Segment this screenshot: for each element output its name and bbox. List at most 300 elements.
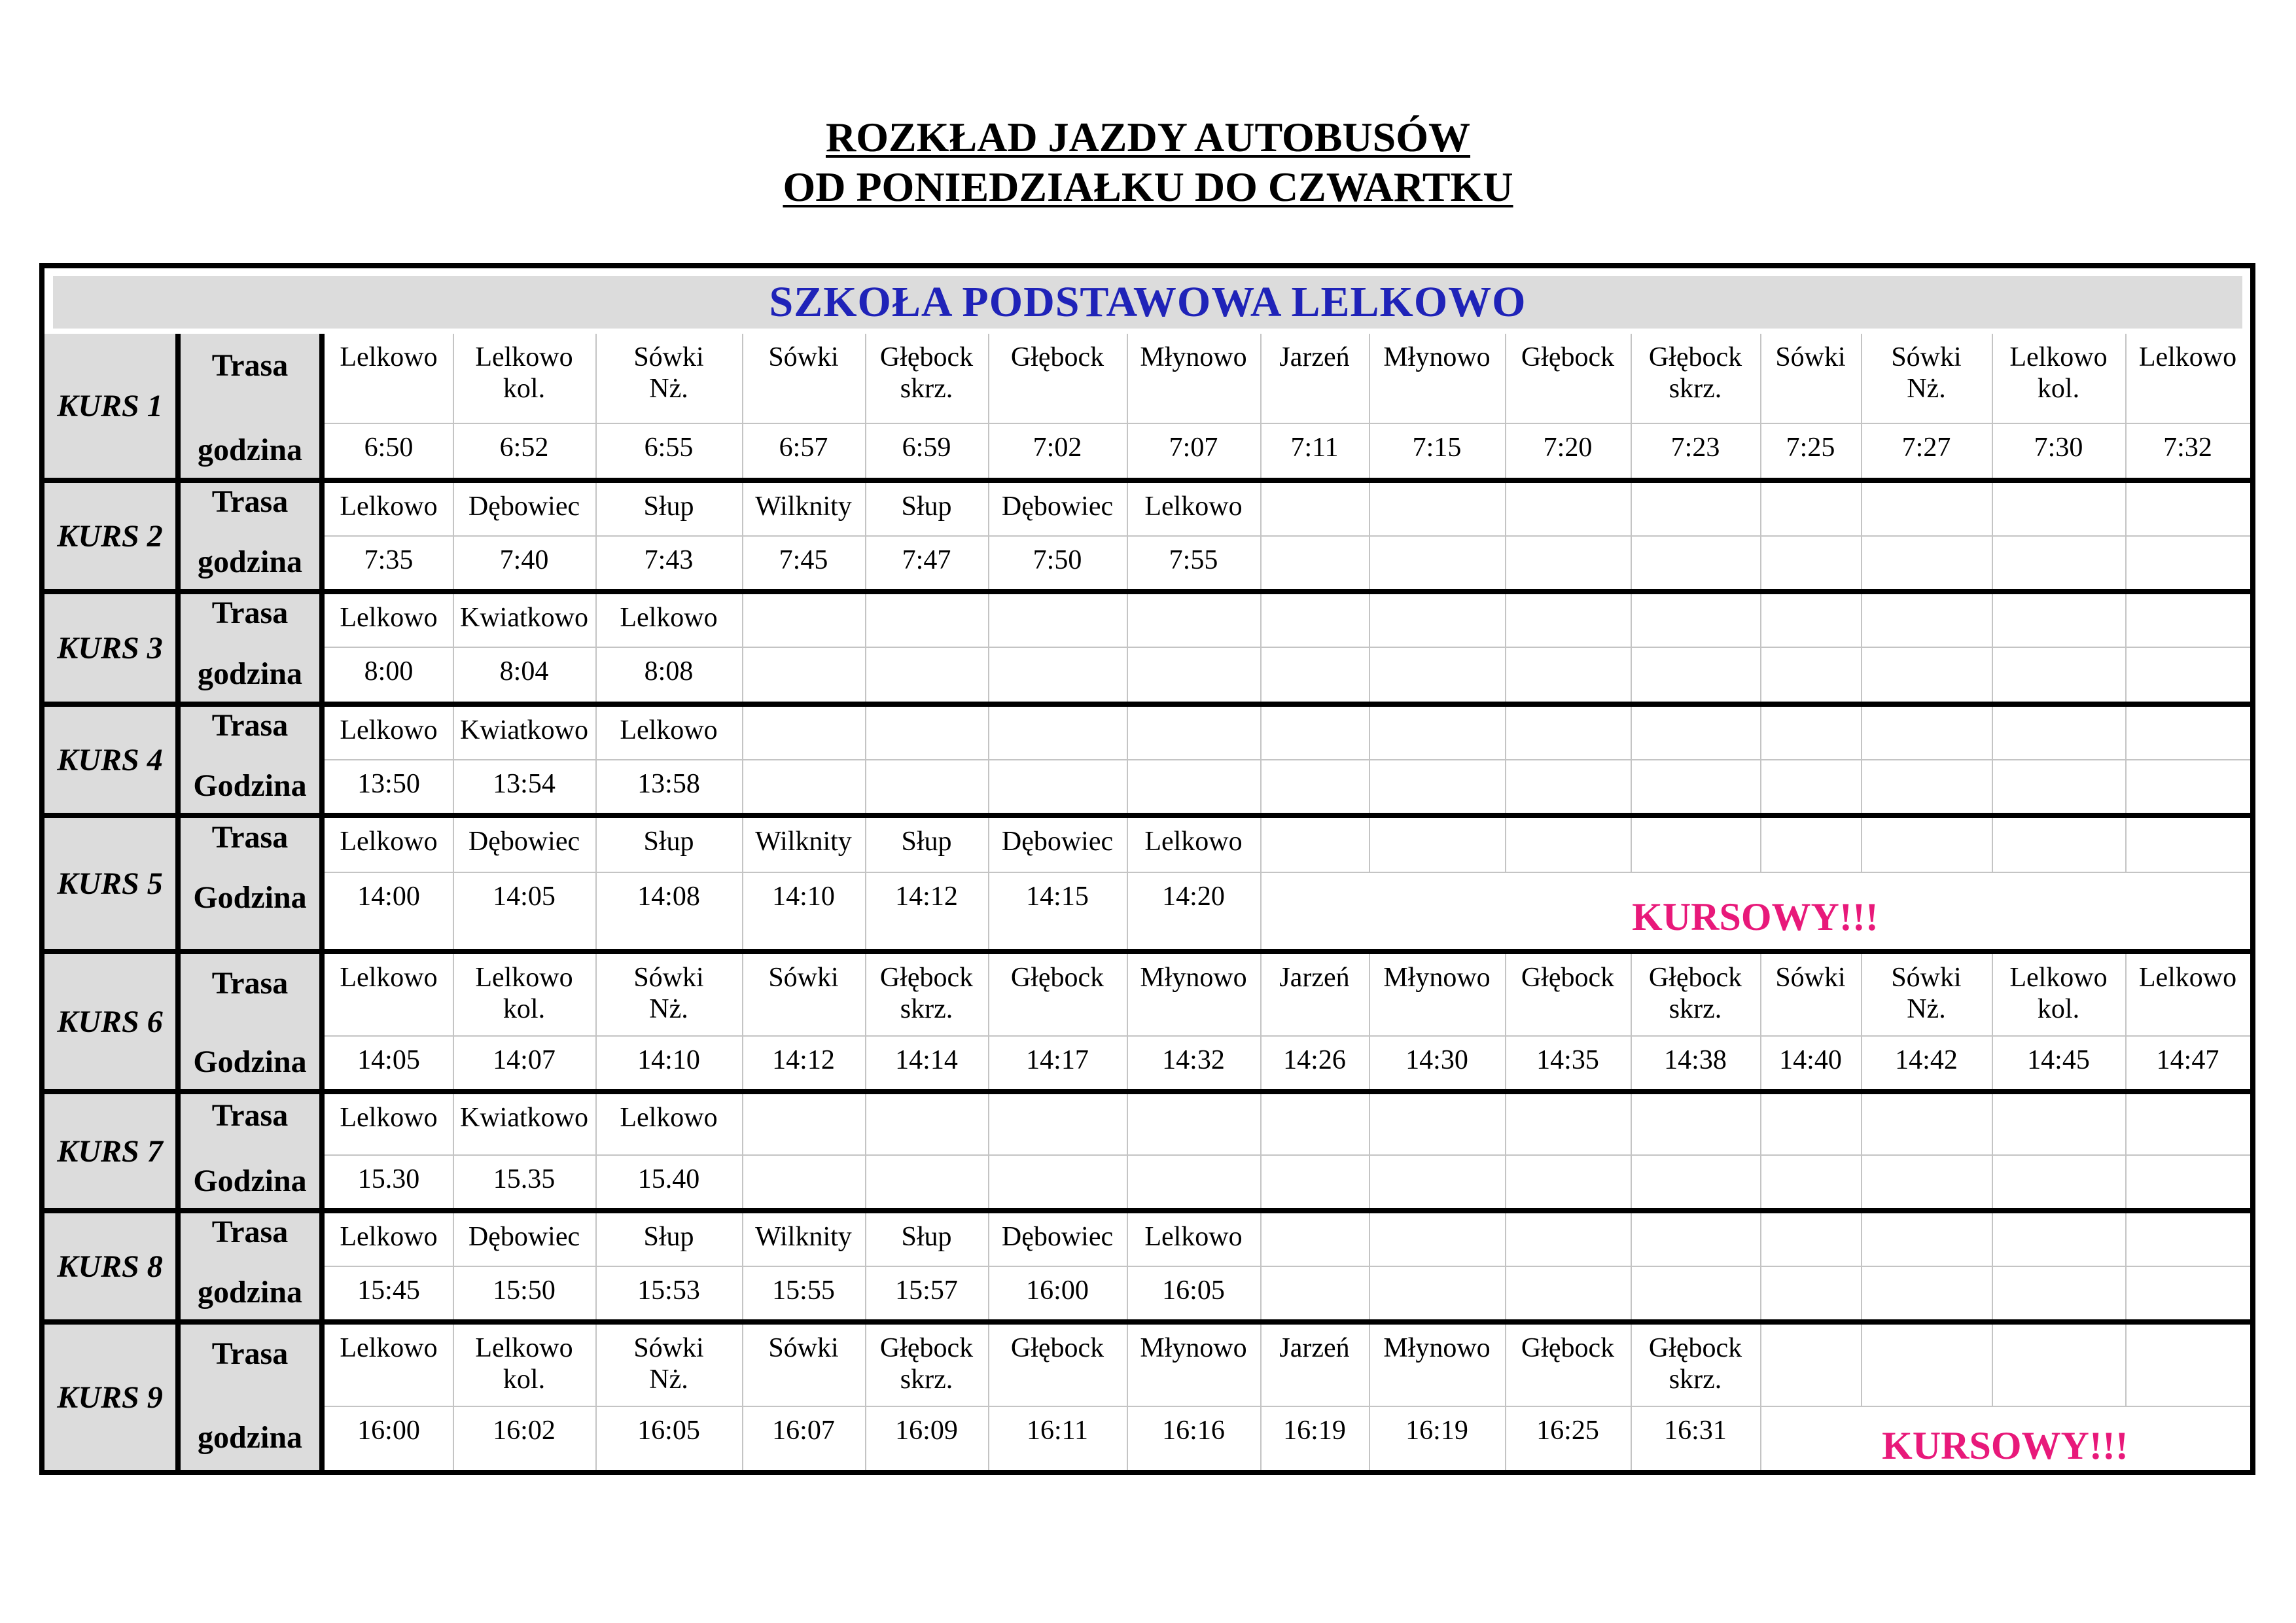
time-row-label: godzina [181, 1406, 319, 1470]
row-divider [325, 423, 2250, 424]
route-stop: Jarzeń [1279, 963, 1350, 993]
departure-time: 8:04 [499, 656, 549, 687]
route-stop: Głębock skrz. [1648, 1333, 1742, 1395]
cell-divider [988, 647, 989, 702]
route-stop: Kwiatkowo [460, 1103, 588, 1133]
cell-divider [1505, 594, 1506, 647]
cell-divider [1260, 1094, 1262, 1154]
departure-time: 14:45 [2027, 1045, 2090, 1075]
departure-time: 14:47 [2156, 1045, 2219, 1075]
cell-divider [988, 594, 989, 647]
departure-time: 14:35 [1536, 1045, 1599, 1075]
cell-divider [2125, 1094, 2127, 1154]
course-name: KURS 3 [44, 594, 175, 702]
cell-divider [1992, 483, 1993, 535]
course-divider [44, 1089, 2250, 1094]
cell-divider [988, 1094, 989, 1154]
cell-divider [742, 594, 743, 647]
departure-time: 16:00 [1026, 1275, 1089, 1306]
departure-time: 7:27 [1901, 433, 1951, 463]
cell-divider [1631, 1266, 1632, 1319]
cell-divider [1631, 818, 1632, 872]
departure-time: 7:47 [902, 545, 951, 575]
route-stop: Lelkowo kol. [475, 342, 573, 404]
cell-divider [1861, 647, 1862, 702]
cell-divider [1992, 1094, 1993, 1154]
route-stop: Lelkowo [2138, 963, 2237, 993]
route-stop: Młynowo [1383, 342, 1491, 372]
cell-divider [1505, 1213, 1506, 1266]
route-stop: Słup [901, 827, 952, 857]
departure-time: 15.35 [493, 1164, 556, 1194]
departure-time: 14:42 [1895, 1045, 1958, 1075]
title-line-2: OD PONIEDZIAŁKU DO CZWARTKU [783, 164, 1513, 210]
route-stop: Sówki Nż. [1891, 963, 1962, 1024]
departure-time: 15:50 [493, 1275, 556, 1306]
route-stop: Sówki Nż. [633, 342, 704, 404]
departure-time: 7:11 [1290, 433, 1339, 463]
route-stop: Lelkowo [340, 491, 438, 522]
departure-time: 7:30 [2034, 433, 2083, 463]
column-divider [175, 483, 181, 589]
departure-time: 15:53 [637, 1275, 700, 1306]
departure-time: 7:23 [1670, 433, 1720, 463]
departure-time: 7:15 [1412, 433, 1462, 463]
departure-time: 16:05 [637, 1416, 700, 1446]
cell-divider [2125, 1266, 2127, 1319]
cell-divider [1260, 707, 1262, 759]
route-stop: Lelkowo [620, 715, 718, 745]
cell-divider [1127, 647, 1128, 702]
cell-divider [1505, 707, 1506, 759]
row-divider [325, 759, 2250, 760]
time-row-label: Godzina [181, 759, 319, 813]
departure-time: 14:07 [493, 1045, 556, 1075]
cell-divider [2125, 1154, 2127, 1208]
column-divider [175, 707, 181, 813]
route-stop: Lelkowo [340, 603, 438, 633]
column-divider [175, 1325, 181, 1470]
cell-divider [1369, 707, 1370, 759]
route-stop: Lelkowo [620, 603, 718, 633]
departure-time: 14:15 [1026, 882, 1089, 912]
departure-time: 7:07 [1169, 433, 1218, 463]
departure-time: 16:16 [1162, 1416, 1225, 1446]
cell-divider [1992, 1213, 1993, 1266]
cell-divider [742, 759, 743, 813]
column-divider [319, 818, 325, 949]
departure-time: 14:26 [1283, 1045, 1346, 1075]
route-stop: Sówki [1775, 963, 1846, 993]
cell-divider [1505, 1094, 1506, 1154]
cell-divider [988, 1154, 989, 1208]
departure-time: 7:20 [1543, 433, 1593, 463]
route-stop: Słup [643, 491, 694, 522]
departure-time: 7:25 [1786, 433, 1835, 463]
route-stop: Lelkowo [340, 1222, 438, 1252]
departure-time: 16:11 [1026, 1416, 1089, 1446]
cell-divider [1369, 647, 1370, 702]
cell-divider [1760, 707, 1761, 759]
departure-time: 7:40 [499, 545, 549, 575]
cell-divider [1127, 1094, 1128, 1154]
route-stop: Młynowo [1140, 342, 1247, 372]
departure-time: 15:55 [772, 1275, 835, 1306]
cell-divider [1992, 535, 1993, 589]
cell-divider [1861, 594, 1862, 647]
cell-divider [1631, 647, 1632, 702]
column-divider [319, 707, 325, 813]
route-stop: Sówki [768, 342, 839, 372]
route-stop: Lelkowo [340, 342, 438, 372]
cell-divider [1631, 1154, 1632, 1208]
column-divider [175, 594, 181, 702]
route-stop: Dębowiec [468, 827, 580, 857]
departure-time: 6:57 [779, 433, 828, 463]
column-divider [319, 594, 325, 702]
time-row-label: godzina [181, 423, 319, 478]
route-stop: Słup [643, 827, 694, 857]
cell-divider [865, 707, 866, 759]
departure-time: 15.30 [357, 1164, 420, 1194]
course-name: KURS 2 [44, 483, 175, 589]
route-stop: Głębock [1010, 963, 1104, 993]
departure-time: 15:45 [357, 1275, 420, 1306]
time-row-label: Godzina [181, 872, 319, 949]
column-divider [319, 954, 325, 1089]
cell-divider [1631, 1213, 1632, 1266]
cell-divider [1861, 1154, 1862, 1208]
departure-time: 14:00 [357, 882, 420, 912]
departure-time: 16:05 [1162, 1275, 1225, 1306]
cell-divider [1505, 647, 1506, 702]
departure-time: 7:45 [779, 545, 828, 575]
cell-divider [1760, 1325, 1761, 1406]
route-stop: Lelkowo [340, 963, 438, 993]
column-divider [175, 334, 181, 478]
cell-divider [2125, 647, 2127, 702]
departure-time: 16:07 [772, 1416, 835, 1446]
route-stop: Głębock [1521, 1333, 1615, 1363]
route-stop: Słup [901, 1222, 952, 1252]
route-row-label: Trasa [181, 818, 319, 872]
route-row-label: Trasa [181, 594, 319, 647]
cell-divider [1631, 483, 1632, 535]
departure-time: 7:02 [1033, 433, 1082, 463]
cell-divider [2125, 818, 2127, 872]
cell-divider [1127, 594, 1128, 647]
cell-divider [988, 759, 989, 813]
departure-time: 7:35 [364, 545, 414, 575]
column-divider [319, 483, 325, 589]
cell-divider [1861, 483, 1862, 535]
cell-divider [1861, 1213, 1862, 1266]
course-divider [44, 702, 2250, 707]
route-stop: Głębock [1010, 342, 1104, 372]
cell-divider [1369, 535, 1370, 589]
route-stop: Sówki Nż. [633, 1333, 704, 1395]
cell-divider [865, 1094, 866, 1154]
cell-divider [1760, 483, 1761, 535]
departure-time: 14:17 [1026, 1045, 1089, 1075]
route-stop: Sówki Nż. [633, 963, 704, 1024]
column-divider [175, 1094, 181, 1208]
school-name-banner: SZKOŁA PODSTAWOWA LELKOWO [53, 276, 2242, 329]
time-row-label: godzina [181, 1266, 319, 1319]
route-stop: Młynowo [1383, 1333, 1491, 1363]
departure-time: 14:08 [637, 882, 700, 912]
departure-time: 6:55 [644, 433, 694, 463]
cell-divider [2125, 535, 2127, 589]
cell-divider [1760, 1154, 1761, 1208]
departure-time: 16:02 [493, 1416, 556, 1446]
route-stop: Młynowo [1383, 963, 1491, 993]
cell-divider [1260, 1213, 1262, 1266]
route-stop: Wilknity [755, 491, 852, 522]
cell-divider [1369, 1094, 1370, 1154]
cell-divider [865, 594, 866, 647]
departure-time: 13:58 [637, 769, 700, 799]
cell-divider [1861, 707, 1862, 759]
cell-divider [1260, 483, 1262, 535]
route-stop: Głębock skrz. [879, 963, 974, 1024]
departure-time: 6:50 [364, 433, 414, 463]
departure-time: 13:50 [357, 769, 420, 799]
cell-divider [1992, 1325, 1993, 1406]
cell-divider [1369, 759, 1370, 813]
cell-divider [1760, 759, 1761, 813]
cell-divider [1505, 535, 1506, 589]
cell-divider [1369, 594, 1370, 647]
cell-divider [1631, 1094, 1632, 1154]
route-stop: Sówki [768, 963, 839, 993]
departure-time: 14:38 [1664, 1045, 1727, 1075]
cell-divider [1631, 759, 1632, 813]
route-stop: Dębowiec [468, 491, 580, 522]
departure-time: 14:12 [895, 882, 958, 912]
cell-divider [1260, 647, 1262, 702]
departure-time: 16:25 [1536, 1416, 1599, 1446]
cell-divider [1631, 594, 1632, 647]
route-stop: Głębock [1521, 342, 1615, 372]
title-line-1: ROZKŁAD JAZDY AUTOBUSÓW [825, 114, 1471, 160]
cell-divider [1505, 1154, 1506, 1208]
route-stop: Młynowo [1140, 963, 1247, 993]
cell-divider [1760, 1213, 1761, 1266]
cell-divider [1992, 818, 1993, 872]
course-name: KURS 5 [44, 818, 175, 949]
cell-divider [1760, 535, 1761, 589]
route-stop: Kwiatkowo [460, 715, 588, 745]
route-stop: Sówki [1775, 342, 1846, 372]
cell-divider [1127, 1154, 1128, 1208]
route-stop: Głębock [1010, 1333, 1104, 1363]
cell-divider [1992, 594, 1993, 647]
cell-divider [1861, 759, 1862, 813]
cell-divider [742, 647, 743, 702]
route-stop: Dębowiec [1001, 491, 1114, 522]
route-row-label: Trasa [181, 1094, 319, 1154]
departure-time: 13:54 [493, 769, 556, 799]
course-name: KURS 1 [44, 334, 175, 478]
course-name: KURS 7 [44, 1094, 175, 1208]
cell-divider [1505, 818, 1506, 872]
departure-time: 6:52 [499, 433, 549, 463]
cell-divider [1760, 1266, 1761, 1319]
departure-time: 16:19 [1405, 1416, 1468, 1446]
cell-divider [1260, 818, 1262, 872]
route-stop: Głębock skrz. [1648, 342, 1742, 404]
kursowy-note: KURSOWY!!! [1882, 1424, 2128, 1467]
departure-time: 15.40 [637, 1164, 700, 1194]
cell-divider [1369, 1266, 1370, 1319]
time-row-label: godzina [181, 535, 319, 589]
cell-divider [1760, 594, 1761, 647]
cell-divider [1505, 1266, 1506, 1319]
cell-divider [1260, 1266, 1262, 1319]
departure-time: 8:00 [364, 656, 414, 687]
route-stop: Wilknity [755, 827, 852, 857]
kursowy-note: KURSOWY!!! [1632, 895, 1879, 938]
departure-time: 16:19 [1283, 1416, 1346, 1446]
cell-divider [1260, 1154, 1262, 1208]
cell-divider [988, 707, 989, 759]
cell-divider [742, 1154, 743, 1208]
course-name: KURS 6 [44, 954, 175, 1089]
route-stop: Lelkowo [1144, 491, 1243, 522]
route-row-label: Trasa [181, 1213, 319, 1266]
departure-time: 14:14 [895, 1045, 958, 1075]
row-divider [325, 1154, 2250, 1156]
column-divider [319, 334, 325, 478]
time-row-label: Godzina [181, 1035, 319, 1089]
route-stop: Lelkowo [1144, 827, 1243, 857]
row-divider [325, 535, 2250, 537]
cell-divider [2125, 707, 2127, 759]
cell-divider [865, 647, 866, 702]
route-stop: Lelkowo [2138, 342, 2237, 372]
departure-time: 14:10 [772, 882, 835, 912]
route-stop: Dębowiec [468, 1222, 580, 1252]
cell-divider [1631, 535, 1632, 589]
cell-divider [1631, 707, 1632, 759]
cell-divider [1992, 707, 1993, 759]
route-stop: Dębowiec [1001, 827, 1114, 857]
course-name: KURS 4 [44, 707, 175, 813]
cell-divider [1760, 1094, 1761, 1154]
route-stop: Lelkowo kol. [475, 1333, 573, 1395]
course-name: KURS 9 [44, 1325, 175, 1470]
cell-divider [2125, 483, 2127, 535]
cell-divider [1127, 707, 1128, 759]
column-divider [175, 818, 181, 949]
departure-time: 6:59 [902, 433, 951, 463]
route-stop: Wilknity [755, 1222, 852, 1252]
cell-divider [2125, 759, 2127, 813]
departure-time: 16:09 [895, 1416, 958, 1446]
column-divider [319, 1325, 325, 1470]
route-row-label: Trasa [181, 483, 319, 535]
cell-divider [1369, 1154, 1370, 1208]
course-divider [44, 478, 2250, 483]
cell-divider [1505, 483, 1506, 535]
document-title [0, 113, 2296, 212]
departure-time: 7:43 [644, 545, 694, 575]
course-divider [44, 1319, 2250, 1325]
route-stop: Kwiatkowo [460, 603, 588, 633]
departure-time: 14:10 [637, 1045, 700, 1075]
cell-divider [742, 707, 743, 759]
departure-time: 14:12 [772, 1045, 835, 1075]
route-row-label: Trasa [181, 1325, 319, 1406]
row-divider [325, 647, 2250, 648]
departure-time: 14:05 [357, 1045, 420, 1075]
route-stop: Lelkowo kol. [2009, 342, 2108, 404]
cell-divider [865, 759, 866, 813]
departure-time: 15:57 [895, 1275, 958, 1306]
cell-divider [1992, 1266, 1993, 1319]
departure-time: 14:32 [1162, 1045, 1225, 1075]
column-divider [319, 1094, 325, 1208]
route-stop: Jarzeń [1279, 1333, 1350, 1363]
departure-time: 14:40 [1779, 1045, 1842, 1075]
route-stop: Lelkowo [1144, 1222, 1243, 1252]
route-stop: Jarzeń [1279, 342, 1350, 372]
cell-divider [1992, 1154, 1993, 1208]
time-row-label: Godzina [181, 1154, 319, 1208]
departure-time: 16:00 [357, 1416, 420, 1446]
cell-divider [1127, 759, 1128, 813]
cell-divider [1861, 1094, 1862, 1154]
row-divider [325, 1035, 2250, 1037]
cell-divider [1861, 818, 1862, 872]
cell-divider [1369, 1213, 1370, 1266]
cell-divider [1861, 1325, 1862, 1406]
column-divider [175, 954, 181, 1089]
course-divider [44, 1208, 2250, 1213]
route-stop: Lelkowo [620, 1103, 718, 1133]
cell-divider [1992, 647, 1993, 702]
cell-divider [1505, 759, 1506, 813]
column-divider [319, 1213, 325, 1319]
cell-divider [742, 1094, 743, 1154]
route-stop: Sówki Nż. [1891, 342, 1962, 404]
departure-time: 8:08 [644, 656, 694, 687]
route-stop: Głębock skrz. [1648, 963, 1742, 1024]
route-stop: Lelkowo kol. [2009, 963, 2108, 1024]
route-stop: Sówki [768, 1333, 839, 1363]
course-divider [44, 813, 2250, 818]
cell-divider [1861, 1266, 1862, 1319]
route-stop: Lelkowo [340, 1103, 438, 1133]
route-stop: Lelkowo [340, 827, 438, 857]
cell-divider [865, 1154, 866, 1208]
cell-divider [1760, 818, 1761, 872]
cell-divider [1369, 818, 1370, 872]
route-stop: Głębock skrz. [879, 1333, 974, 1395]
row-divider [325, 1266, 2250, 1267]
cell-divider [2125, 1213, 2127, 1266]
route-stop: Lelkowo kol. [475, 963, 573, 1024]
departure-time: 14:30 [1405, 1045, 1468, 1075]
cell-divider [2125, 1325, 2127, 1406]
course-name: KURS 8 [44, 1213, 175, 1319]
route-stop: Słup [901, 491, 952, 522]
time-row-label: godzina [181, 647, 319, 702]
cell-divider [1861, 535, 1862, 589]
route-row-label: Trasa [181, 334, 319, 423]
route-row-label: Trasa [181, 954, 319, 1035]
